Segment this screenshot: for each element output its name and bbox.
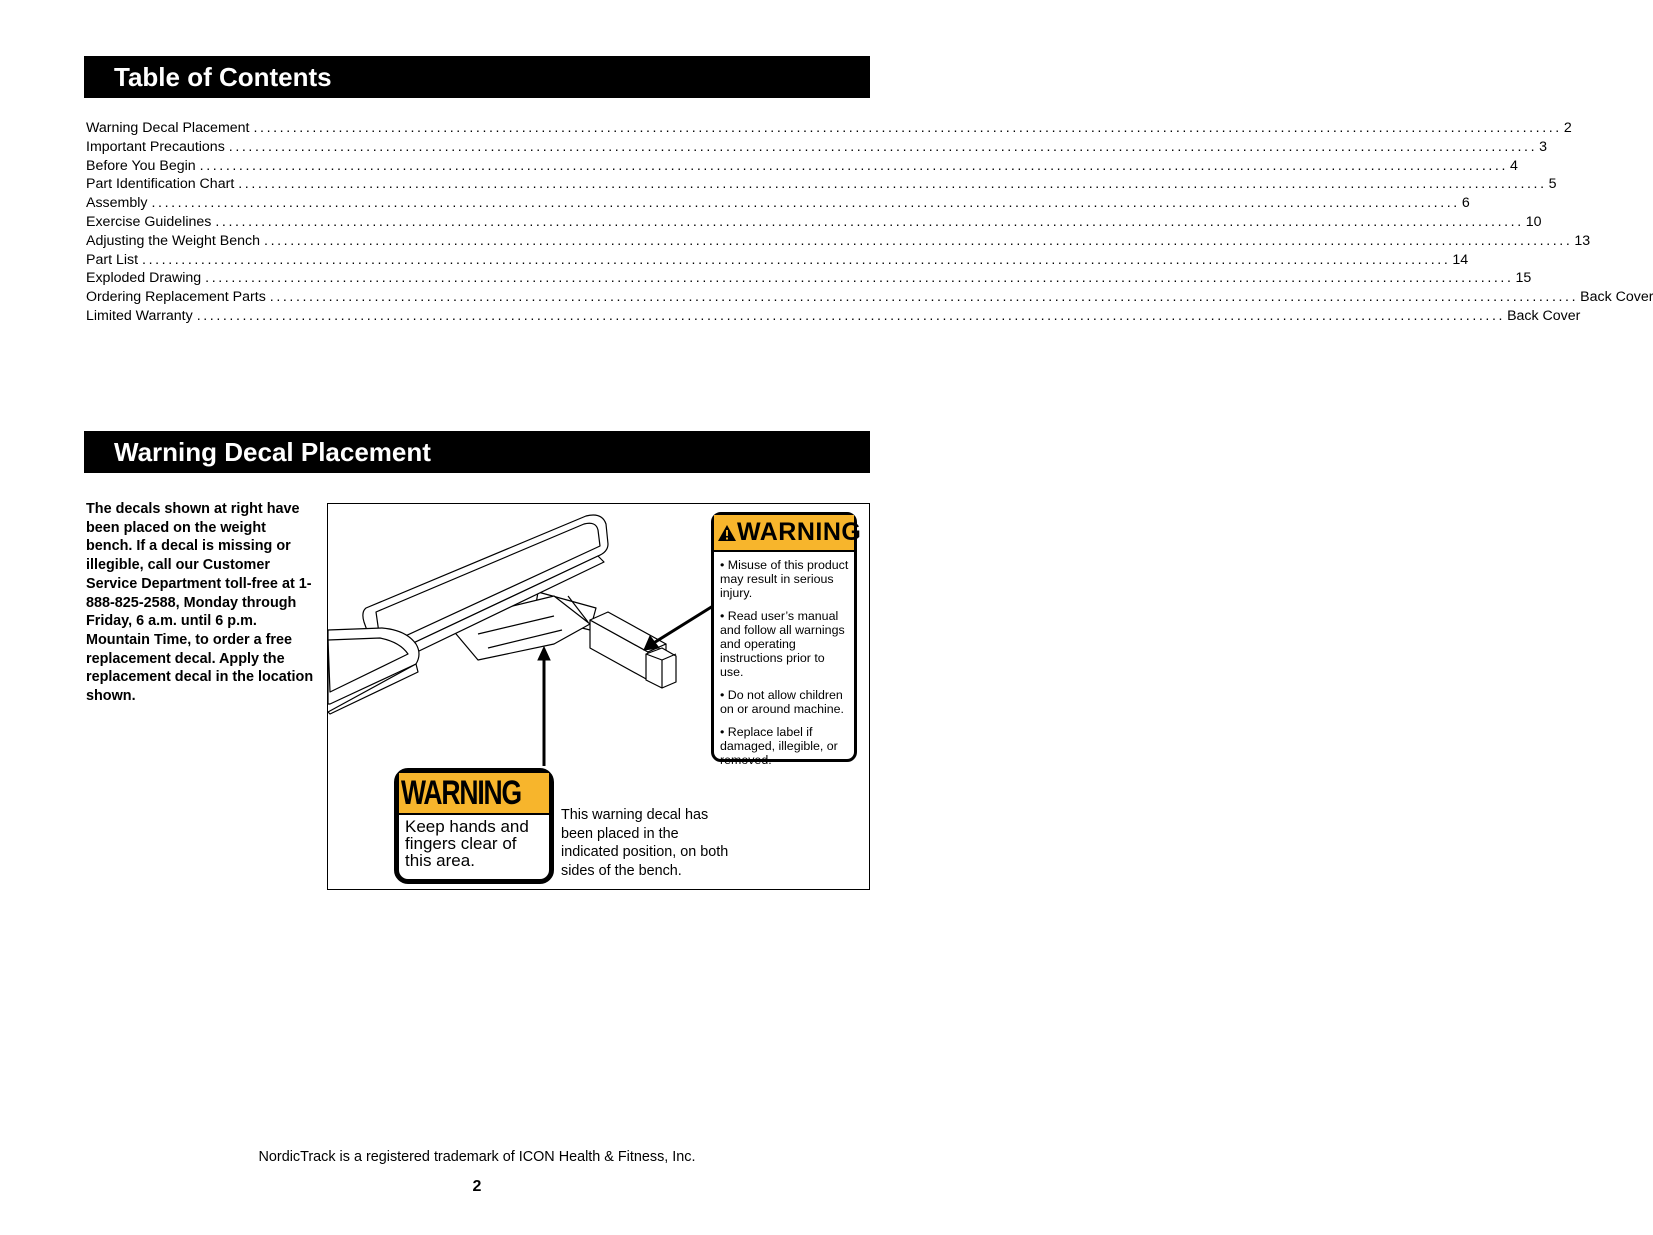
toc-heading: Table of Contents bbox=[84, 56, 870, 98]
toc-row bbox=[86, 288, 1653, 307]
toc-entry-title: Adjusting the Weight Bench bbox=[86, 232, 261, 249]
toc-row bbox=[86, 175, 1557, 194]
toc-entry-page: 10 bbox=[1525, 213, 1542, 230]
decal-items bbox=[714, 552, 854, 767]
toc-row bbox=[86, 157, 1518, 176]
toc-entry-title: Ordering Replacement Parts bbox=[86, 289, 266, 306]
toc-row bbox=[86, 232, 1591, 251]
toc-entry-page: 3 bbox=[1539, 138, 1548, 155]
toc-leader: ........................................................................................................................................................................................................ bbox=[269, 289, 1579, 306]
toc-leader: ........................................................................................................................................................................................................ bbox=[205, 270, 1514, 287]
decal-header-label: WARNING bbox=[737, 518, 862, 546]
toc-entry-page: 13 bbox=[1574, 232, 1591, 249]
toc-row bbox=[86, 213, 1542, 232]
toc-leader: ........................................................................................................................................................................................................ bbox=[196, 307, 1506, 324]
toc-entry-page: 5 bbox=[1548, 176, 1557, 193]
decal-item: • Do not allow children on or around machine. bbox=[720, 688, 844, 716]
toc-entry-page: 15 bbox=[1515, 270, 1532, 287]
decal-text: Keep hands and fingers clear of this area. bbox=[405, 817, 529, 870]
toc-entry-page: 4 bbox=[1510, 157, 1518, 174]
toc-entry-title: Limited Warranty bbox=[86, 307, 193, 324]
toc-entry-page: 6 bbox=[1461, 195, 1470, 212]
toc-entry-title: Before You Begin bbox=[86, 157, 196, 174]
toc-entry-title: Part Identification Chart bbox=[86, 176, 235, 193]
toc-row bbox=[86, 307, 1581, 326]
toc-entry-page: Back Cover bbox=[1507, 307, 1581, 324]
bench-figure bbox=[327, 503, 870, 890]
toc-entry-page: Back Cover bbox=[1580, 289, 1653, 306]
intro-paragraph: The decals shown at right have been placed on the weight bench. If a decal is missing or illegible, call our Customer Service Department toll-free at 1-888-825-2588, Monday through Friday, 6 a.m. until 6 p.m. Mountain Time, to order a free replacement decal. Apply the replacement decal in the location shown. bbox=[86, 501, 314, 705]
toc-leader: ........................................................................................................................................................................................................ bbox=[264, 232, 1573, 249]
toc-list bbox=[86, 119, 1653, 326]
toc-leader: ........................................................................................................................................................................................................ bbox=[151, 195, 1460, 212]
toc-leader: ........................................................................................................................................................................................................ bbox=[215, 213, 1524, 230]
warning-decal-pinch bbox=[394, 768, 554, 884]
decal-item: • Misuse of this product may result in serious injury. bbox=[720, 558, 849, 600]
warning-decal-general bbox=[711, 512, 862, 767]
trademark-notice: NordicTrack is a registered trademark of ICON Health & Fitness, Inc. bbox=[258, 1149, 696, 1165]
toc-row bbox=[86, 138, 1548, 157]
toc-entry-title: Important Precautions bbox=[86, 138, 225, 155]
decal-item: • Read user’s manual and follow all warnings and operating instructions prior to use. bbox=[720, 609, 845, 679]
warning-section-heading: Warning Decal Placement bbox=[84, 431, 870, 473]
decal-header bbox=[714, 515, 862, 552]
toc-leader: ........................................................................................................................................................................................................ bbox=[238, 176, 1547, 193]
page-number: 2 bbox=[472, 1178, 482, 1195]
toc-row bbox=[86, 119, 1572, 138]
toc-entry-page: 14 bbox=[1452, 251, 1469, 268]
toc-leader: ........................................................................................................................................................................................................ bbox=[228, 138, 1538, 155]
toc-entry-page: 2 bbox=[1563, 120, 1572, 136]
toc-entry-title: Exploded Drawing bbox=[86, 270, 202, 287]
toc-row bbox=[86, 194, 1470, 213]
decal-header bbox=[399, 773, 549, 815]
toc-entry-title: Exercise Guidelines bbox=[86, 213, 212, 230]
warning-triangle-icon bbox=[717, 524, 737, 542]
decal-placement-note: This warning decal has been placed in the indicated position, on both sides of the bench. bbox=[561, 807, 729, 879]
decal-header-label: WARNING bbox=[401, 773, 521, 812]
toc-leader: ........................................................................................................................................................................................................ bbox=[199, 157, 1509, 174]
toc-entry-title: Assembly bbox=[86, 195, 148, 212]
toc-entry-title: Warning Decal Placement bbox=[86, 120, 250, 136]
toc-leader: ........................................................................................................................................................................................................ bbox=[142, 251, 1451, 268]
toc-row bbox=[86, 269, 1532, 288]
toc-entry-title: Part List bbox=[86, 251, 139, 268]
toc-row bbox=[86, 251, 1469, 270]
toc-leader: ........................................................................................................................................................................................................ bbox=[253, 120, 1562, 136]
decal-item: • Replace label if damaged, illegible, or removed. bbox=[720, 725, 838, 767]
